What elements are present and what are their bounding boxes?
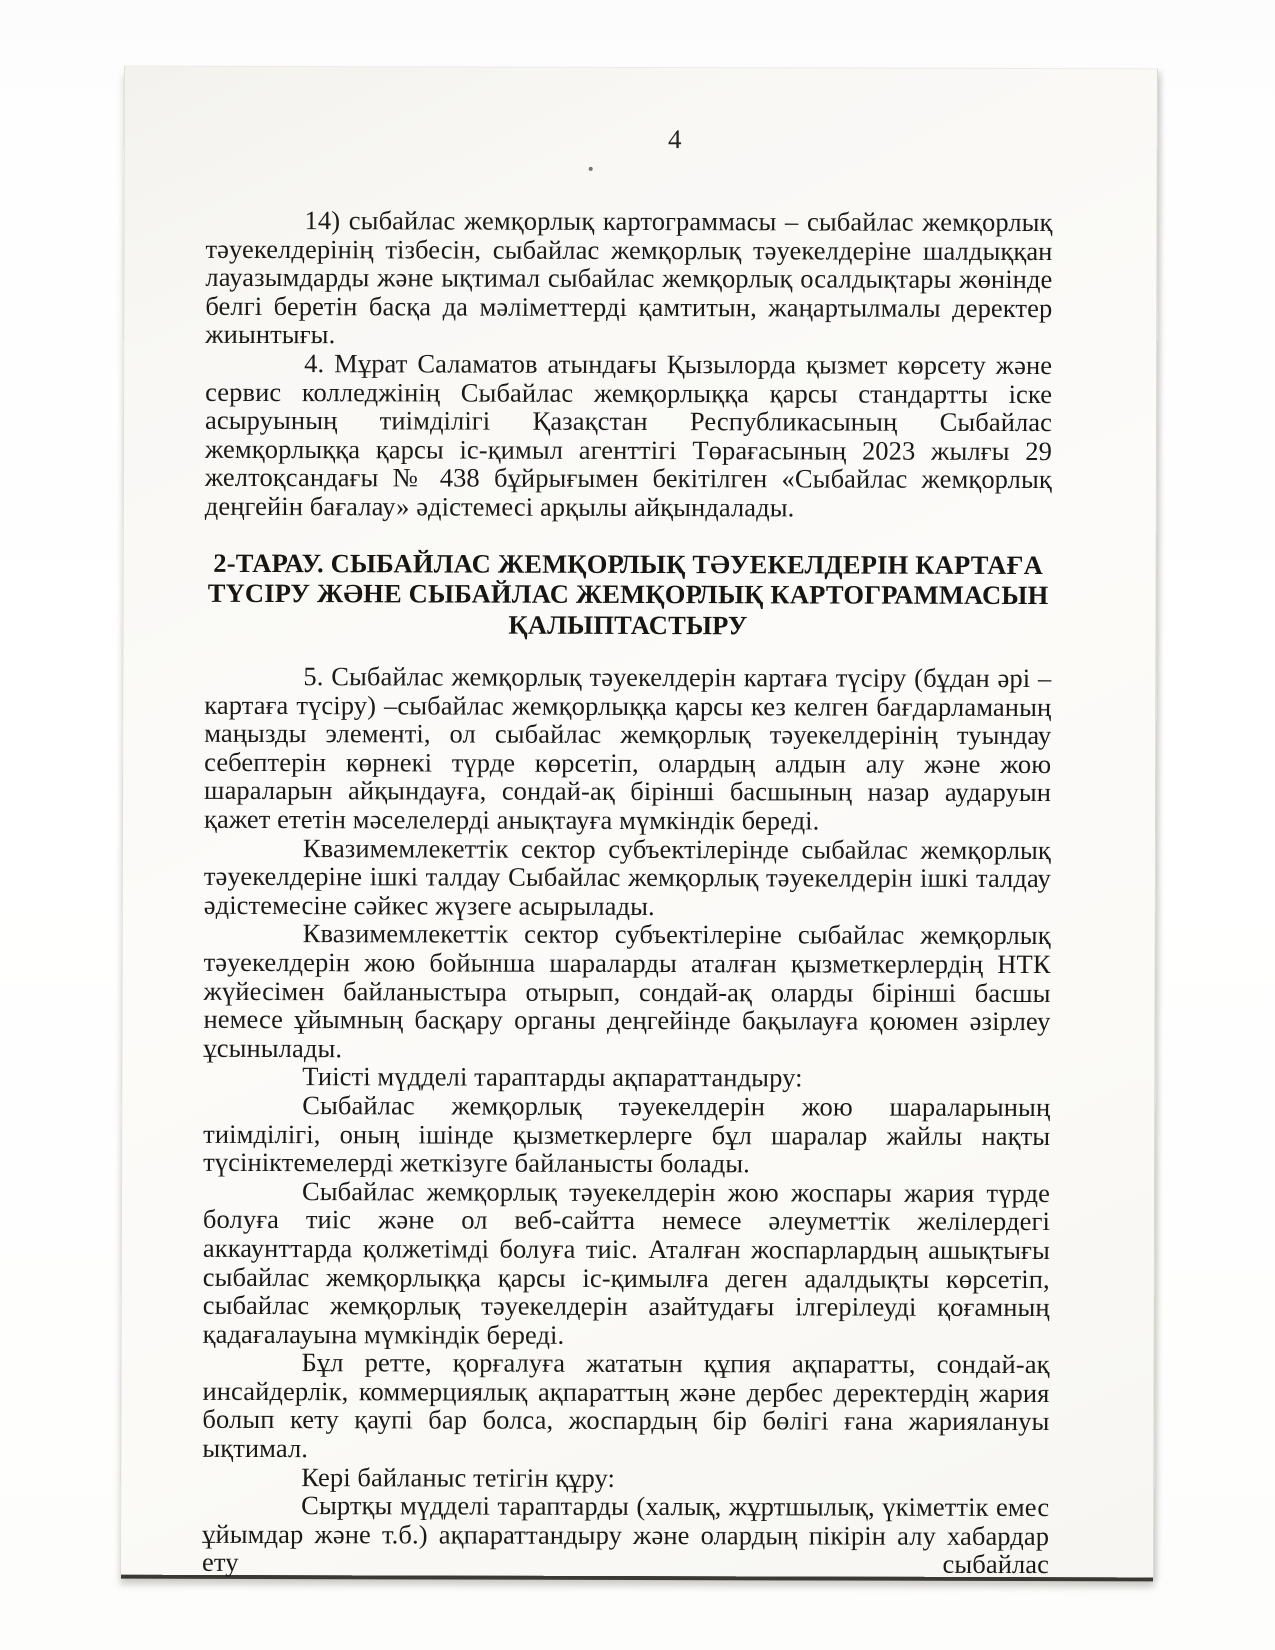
scan-artifact-dot xyxy=(589,167,593,171)
paragraph-plan-publicity: Сыбайлас жемқорлық тәуекелдерін жою жоспары жария түрде болуға тиіс және ол веб-сайтта немесе әлеуметтік желілердегі аккаунттарда қолжетімді болуға тиіс. Аталған жоспарлардың ашықтығы сыбайлас жемқорлыққа қарсы іс-қимылға деген адалдықты көрсетіп, сыбайлас жемқорлық тәуекелдерін азайтудағы ілгерілеуді қоғамның қадағалауына мүмкіндік береді. xyxy=(202,1175,1051,1350)
paragraph-stakeholders-informing-label: Тиісті мүдделі тараптарды ақпараттандыру: xyxy=(302,1061,803,1093)
paragraph-quasi-state-measures: Квазимемлекеттік сектор субъектілеріне сыбайлас жемқорлық тәуекелдерін жою бойынша шараларды аталған қызметкерлердің НТК жүйесімен байланыстыра отырып, сондай-ақ оларды бірінші басшы немесе ұйымның басқару органы деңгейінде бақылауға қоюмен әзірлеу ұсынылады. xyxy=(203,918,1051,1063)
chapter-heading-line-2: ТҮСІРУ ЖӘНЕ СЫБАЙЛАС ЖЕМҚОРЛЫҚ КАРТОГРАММАСЫН xyxy=(207,577,1049,611)
document-page xyxy=(120,66,1158,1578)
paragraph-feedback-mechanism-label: Кері байланыс тетігін құру: xyxy=(301,1461,616,1493)
paragraph-item-14-definition: 14) сыбайлас жемқорлық картограммасы – сыбайлас жемқорлық тәуекелдерінің тізбесін, сыбайлас жемқорлық тәуекелдеріне шалдыққан лауазымдарды және ықтимал сыбайлас жемқорлық осалдықтары жөнінде белгі беретін басқа да мәліметтерді қамтитын, жаңартылмалы деректер жиынтығы. xyxy=(205,205,1053,350)
paragraph-measures-effectiveness: Сыбайлас жемқорлық тәуекелдерін жою шараларының тиімділігі, оның ішінде қызметкерлерге бұл шаралар жайлы нақты түсініктемелерді жеткізуге байланысты болады. xyxy=(203,1090,1051,1179)
paragraph-quasi-state-internal-analysis: Квазимемлекеттік сектор субъектілерінде сыбайлас жемқорлық тәуекелдеріне ішкі талдау Сыбайлас жемқорлық тәуекелдерін ішкі талдау әдістемесіне сәйкес жүзеге асырылады. xyxy=(203,832,1051,921)
paragraph-point-4: 4. Мұрат Саламатов атындағы Қызылорда қызмет көрсету және сервис колледжінің Сыбайлас жемқорлыққа қарсы стандартты іске асыруының тиімділігі Қазақстан Республикасының Сыбайлас жемқорлыққа қарсы іс-қимыл агенттігі Төрағасының 2023 жылғы 29 желтоқсандағы № 438 бұйрығымен бекітілген «Сыбайлас жемқорлық деңгейін бағалау» әдістемесі арқылы айқындалады. xyxy=(204,348,1053,523)
page-text-block xyxy=(202,206,1053,1579)
page-number: 4 xyxy=(667,124,682,155)
chapter-heading-line-3: ҚАЛЫПТАСТЫРУ xyxy=(508,609,748,640)
paragraph-confidential-information: Бұл ретте, қорғалуға жататын құпия ақпаратты, сондай-ақ инсайдерлік, коммерциялық ақпараттың және дербес деректердің жария болып кету қаупі бар болса, жоспардың бір бөлігі ғана жариялануы ықтимал. xyxy=(202,1347,1050,1464)
paragraph-point-5: 5. Сыбайлас жемқорлық тәуекелдерін картаға түсіру (бұдан әрі – картаға түсіру) –сыбайлас жемқорлыққа қарсы кез келген бағдарламаның маңызды элементі, ол сыбайлас жемқорлық тәуекелдерінің туындау себептерін көрнекі түрде көрсетіп, олардың алдын алу және жою шараларын айқындауға, сондай-ақ бірінші басшының назар аударуын қажет ететін мәселелерді анықтауға мүмкіндік береді. xyxy=(203,661,1052,836)
chapter-heading-line-1: 2-ТАРАУ. СЫБАЙЛАС ЖЕМҚОРЛЫҚ ТӘУЕКЕЛДЕРІН КАРТАҒА xyxy=(213,547,1044,580)
paragraph-external-stakeholders: Сыртқы мүдделі тараптарды (халық, жұртшылық, үкіметтік емес ұйымдар және т.б.) ақпараттандыру және олардың пікірін алу хабардар ету сыбайлас xyxy=(202,1490,1050,1580)
chapter-2-heading xyxy=(204,547,1051,641)
